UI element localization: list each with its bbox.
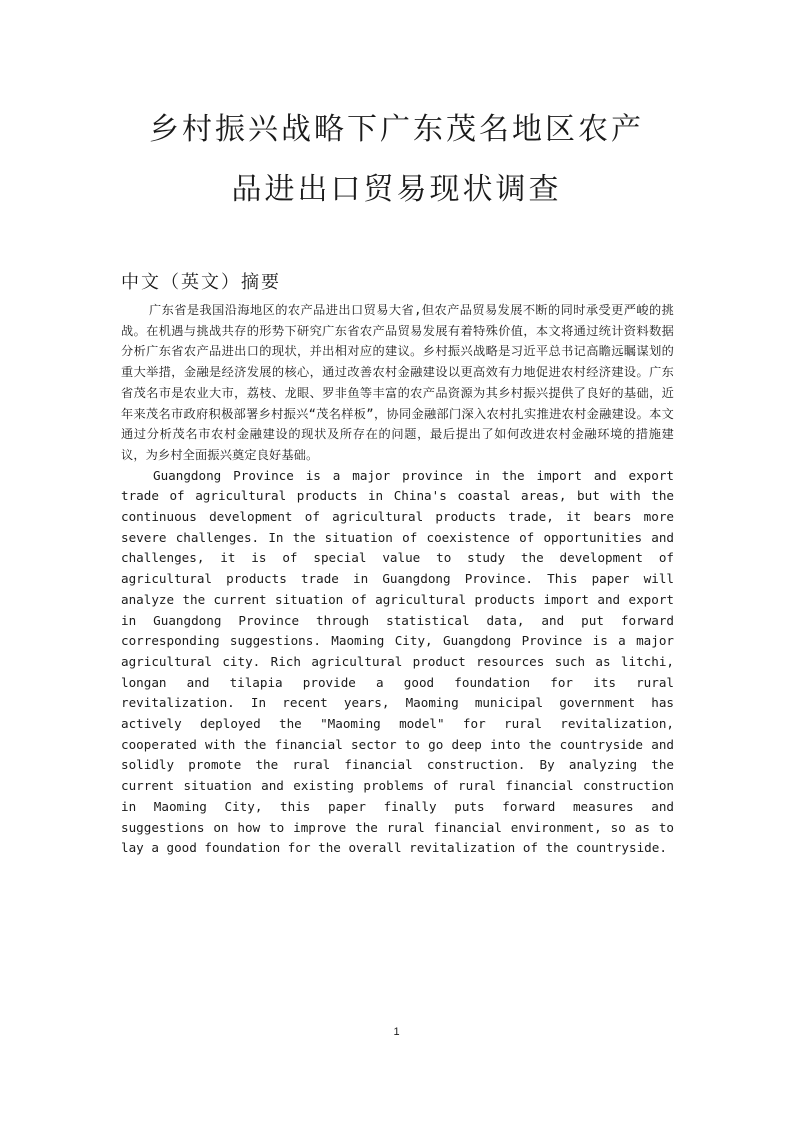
document-title-line-1: 乡村振兴战略下广东茂名地区农产	[149, 112, 644, 147]
page-number: 1	[393, 1026, 400, 1038]
document-title-line-2: 品进出口贸易现状调查	[231, 172, 562, 207]
abstract-body	[121, 300, 674, 859]
abstract-heading: 中文（英文）摘要	[121, 272, 281, 293]
abstract-chinese-paragraph: 广东省是我国沿海地区的农产品进出口贸易大省,但农产品贸易发展不断的同时承受更严峻的挑战。在机遇与挑战共存的形势下研究广东省农产品贸易发展有着特殊价值，本文将通过统计资料数据分析广东省农产品进出口的现状，并出相对应的建议。乡村振兴战略是习近平总书记高瞻远瞩谋划的重大举措，金融是经济发展的核心，通过改善农村金融建设以更高效有力地促进农村经济建设。广东省茂名市是农业大市，荔枝、龙眼、罗非鱼等丰富的农产品资源为其乡村振兴提供了良好的基础，近年来茂名市政府积极部署乡村振兴“茂名样板”，协同金融部门深入农村扎实推进农村金融建设。本文通过分析茂名市农村金融建设的现状及所存在的问题，最后提出了如何改进农村金融环境的措施建议，为乡村全面振兴奠定良好基础。	[121, 303, 674, 462]
abstract-english-paragraph: Guangdong Province is a major province in the import and export trade of agricultural products in China's coastal areas, but with the continuous development of agricultural products trade, it bears more severe challenges. In the situation of coexistence of opportunities and challenges, it is of special value to study the development of agricultural products trade in Guangdong Province. This paper will analyze the current situation of agricultural products import and export in Guangdong Province through statistical data, and put forward corresponding suggestions. Maoming City, Guangdong Province is a major agricultural city. Rich agricultural product resources such as litchi, longan and tilapia provide a good foundation for its rural revitalization. In recent years, Maoming municipal government has actively deployed the "Maoming model" for rural revitalization, cooperated with the financial sector to go deep into the countryside and solidly promote the rural financial construction. By analyzing the current situation and existing problems of rural financial construction in Maoming City, this paper finally puts forward measures and suggestions on how to improve the rural financial environment, so as to lay a good foundation for the overall revitalization of the countryside.	[121, 467, 674, 856]
